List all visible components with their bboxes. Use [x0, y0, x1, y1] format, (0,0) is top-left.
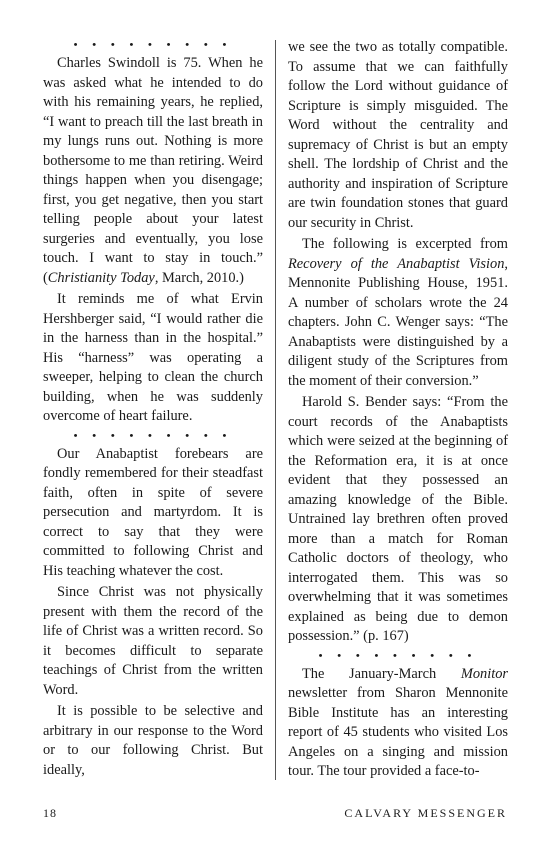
book-title: Recovery of the Anabaptist Vision [288, 255, 505, 272]
newsletter-title: Monitor [460, 665, 508, 682]
paragraph-written-record: Since Christ was not physically present with them the record of the life of Christ was a written record. So it becomes difficult to separate teachings of Christ from the written Word. [43, 584, 263, 698]
paragraph-anabaptist-forebears: Our Anabaptist forebears are fondly remembered for their steadfast faith, often in spite of severe persecution and martyrdom. It is correct to say that they were committed to following Christ and His teaching whatever the cost. [43, 445, 263, 579]
left-column [43, 38, 263, 782]
paragraph-selective: It is possible to be selective and arbitrary in our response to the Word or to our following Christ. But ideally, [43, 703, 263, 778]
paragraph-excerpt-intro: The following is excerpted from Recovery of the Anabaptist Vision, Mennonite Publishing House, 1951. A number of scholars wrote the 24 chapters. John C. Wenger says: “The Anabaptists were distinguished by a diligent study of the Scriptures from the moment of their conversion.” [288, 236, 508, 389]
column-divider [275, 40, 276, 780]
right-column [288, 38, 508, 784]
running-title: CALVARY MESSENGER [344, 806, 507, 820]
page-number: 18 [43, 806, 57, 820]
paragraph-compatible: we see the two as totally compatible. To assume that we can faithfully follow the Lord without guidance of Scripture is simply misguided. The Word without the centrality and supremacy of Christ is but an empty shell. The lordship of Christ and the authority and inspiration of Scripture are twin foundation stones that guard our security in Christ. [288, 39, 508, 231]
citation-title: Christianity Today [47, 269, 155, 286]
paragraph-monitor-newsletter: The January-March Monitor newsletter from Sharon Mennonite Bible Institute has an interesting report of 45 students who visited Los Angeles on a singing and mission tour. The tour provided a face-to- [288, 665, 508, 779]
section-separator: • • • • • • • • • [73, 39, 233, 51]
paragraph-hershberger: It reminds me of what Ervin Hershberger said, “I would rather die in the harness than in the hospital.” His “harness” was operating a sweeper, helping to clean the church building, when he was suddenly overcome of heart failure. [43, 291, 263, 424]
section-separator: • • • • • • • • • [318, 649, 478, 662]
paragraph-bender-quote: Harold S. Bender says: “From the court records of the Anabaptists which were seized at the beginning of the Reformation era, it is at once evident that they possessed an amazing knowledge of the Bible. Untrained lay brethren often proved more than a match for Roman Catholic doctors of theology, who interrogated them. This was so overwhelming that it was sometimes explained as being due to demon possession.” (p. 167) [288, 394, 508, 644]
section-separator: • • • • • • • • • [73, 429, 233, 442]
paragraph-swindoll: Charles Swindoll is 75. When he was asked what he intended to do with his remaining years, he replied, “I want to preach till the last breath in my lungs runs out. Nothing is more bothersome to me than retiring. Weird things happen when you disengage; first, you get negative, then you start telling people about your latest surgeries and eventually, you lose touch. I want to stay in touch.” (Christianity Today, March, 2010.) [43, 55, 263, 286]
